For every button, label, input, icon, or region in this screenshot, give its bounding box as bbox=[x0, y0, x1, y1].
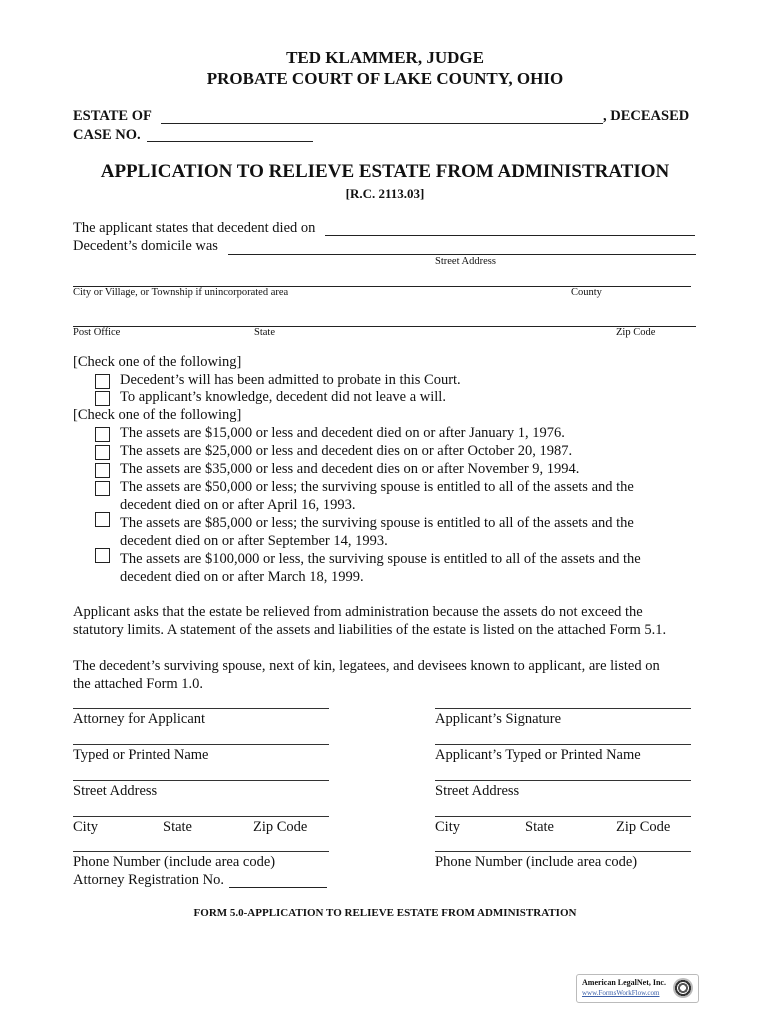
assets-25000-checkbox[interactable] bbox=[95, 445, 110, 460]
logo-url-link[interactable]: www.FormsWorkFlow.com bbox=[582, 989, 660, 997]
relief-paragraph-line: statutory limits. A statement of the assets and liabilities of the estate is listed on the attached Form 5.1. bbox=[73, 622, 667, 638]
applicant-street-line[interactable] bbox=[435, 780, 691, 781]
attorney-label: Attorney for Applicant bbox=[73, 711, 206, 727]
applicant-street-label: Street Address bbox=[435, 783, 520, 799]
assets-instruction: [Check one of the following] bbox=[73, 407, 242, 423]
post-office-caption: Post Office bbox=[73, 327, 121, 338]
no-will-checkbox[interactable] bbox=[95, 391, 110, 406]
state-caption: State bbox=[254, 327, 275, 338]
attorney-phone-line[interactable] bbox=[73, 851, 329, 852]
assets-100000-checkbox[interactable] bbox=[95, 548, 110, 563]
next-of-kin-paragraph-line: The decedent’s surviving spouse, next of kin, legatees, and devisees known to applicant, are listed on bbox=[73, 658, 660, 674]
american-legalnet-logo bbox=[576, 974, 699, 1003]
attorney-name-line[interactable] bbox=[73, 744, 329, 745]
will-admitted-checkbox[interactable] bbox=[95, 374, 110, 389]
attorney-typed-name-label: Typed or Printed Name bbox=[73, 747, 209, 763]
assets-option-label: The assets are $25,000 or less and decedent dies on or after October 20, 1987. bbox=[120, 443, 573, 459]
assets-option-label-cont: decedent died on or after March 18, 1999. bbox=[120, 569, 364, 585]
applicant-name-line[interactable] bbox=[435, 744, 691, 745]
applicant-typed-name-label: Applicant’s Typed or Printed Name bbox=[435, 747, 641, 763]
domicile-postal-field[interactable] bbox=[73, 310, 696, 327]
attorney-street-line[interactable] bbox=[73, 780, 329, 781]
assets-option-label-cont: decedent died on or after September 14, 1993. bbox=[120, 533, 388, 549]
estate-of-label: ESTATE OF bbox=[73, 108, 152, 124]
page-title: APPLICATION TO RELIEVE ESTATE FROM ADMINISTRATION bbox=[100, 161, 670, 182]
died-on-label: The applicant states that decedent died on bbox=[73, 220, 316, 236]
attorney-registration-field[interactable] bbox=[229, 872, 327, 888]
court-name: PROBATE COURT OF LAKE COUNTY, OHIO bbox=[206, 69, 564, 88]
estate-name-field[interactable] bbox=[161, 107, 603, 124]
applicant-signature-label: Applicant’s Signature bbox=[435, 711, 562, 727]
assets-35000-checkbox[interactable] bbox=[95, 463, 110, 478]
domicile-street-field[interactable] bbox=[228, 238, 696, 255]
attorney-city-label: City bbox=[73, 819, 98, 835]
assets-option-label: The assets are $100,000 or less, the surviving spouse is entitled to all of the assets and the bbox=[120, 551, 641, 567]
attorney-phone-label: Phone Number (include area code) bbox=[73, 854, 276, 870]
attorney-zip-label: Zip Code bbox=[253, 819, 308, 835]
deceased-label: , DECEASED bbox=[603, 108, 690, 124]
zip-caption: Zip Code bbox=[616, 327, 656, 338]
assets-15000-checkbox[interactable] bbox=[95, 427, 110, 442]
applicant-city-label: City bbox=[435, 819, 460, 835]
applicant-phone-line[interactable] bbox=[435, 851, 691, 852]
next-of-kin-paragraph-line: the attached Form 1.0. bbox=[73, 676, 204, 692]
will-instruction: [Check one of the following] bbox=[73, 354, 242, 370]
form-footer-title: FORM 5.0-APPLICATION TO RELIEVE ESTATE FROM ADMINISTRATION bbox=[193, 907, 577, 919]
assets-option-label: The assets are $85,000 or less; the surviving spouse is entitled to all of the assets and the bbox=[120, 515, 634, 531]
assets-50000-checkbox[interactable] bbox=[95, 481, 110, 496]
city-caption: City or Village, or Township if unincorporated area bbox=[73, 287, 289, 298]
assets-option-label: The assets are $35,000 or less and decedent dies on or after November 9, 1994. bbox=[120, 461, 580, 477]
date-of-death-field[interactable] bbox=[325, 219, 695, 236]
relief-paragraph-line: Applicant asks that the estate be relieved from administration because the assets do not exceed the bbox=[73, 604, 643, 620]
judge-name: TED KLAMMER, JUDGE bbox=[286, 48, 484, 67]
attorney-state-label: State bbox=[163, 819, 192, 835]
applicant-city-line[interactable] bbox=[435, 816, 691, 817]
attorney-street-label: Street Address bbox=[73, 783, 158, 799]
attorney-signature-line[interactable] bbox=[73, 708, 329, 709]
applicant-zip-label: Zip Code bbox=[616, 819, 671, 835]
domicile-city-county-field[interactable] bbox=[73, 270, 691, 287]
attorney-city-line[interactable] bbox=[73, 816, 329, 817]
statute-reference: [R.C. 2113.03] bbox=[345, 186, 425, 201]
domicile-label: Decedent’s domicile was bbox=[73, 238, 218, 254]
case-no-label: CASE NO. bbox=[73, 127, 141, 143]
applicant-state-label: State bbox=[525, 819, 554, 835]
assets-option-label: The assets are $15,000 or less and decedent died on or after January 1, 1976. bbox=[120, 425, 565, 441]
street-address-caption: Street Address bbox=[435, 256, 496, 267]
assets-option-label-cont: decedent died on or after April 16, 1993. bbox=[120, 497, 356, 513]
applicant-phone-label: Phone Number (include area code) bbox=[435, 854, 638, 870]
case-no-field[interactable] bbox=[147, 125, 313, 142]
will-option-label: Decedent’s will has been admitted to probate in this Court. bbox=[120, 372, 461, 388]
assets-85000-checkbox[interactable] bbox=[95, 512, 110, 527]
county-caption: County bbox=[571, 287, 602, 298]
will-option-label: To applicant’s knowledge, decedent did not leave a will. bbox=[120, 389, 446, 405]
logo-company-name: American LegalNet, Inc. bbox=[582, 978, 666, 987]
assets-option-label: The assets are $50,000 or less; the surviving spouse is entitled to all of the assets and the bbox=[120, 479, 634, 495]
applicant-signature-line[interactable] bbox=[435, 708, 691, 709]
swirl-logo-icon bbox=[673, 978, 693, 998]
attorney-registration-label: Attorney Registration No. bbox=[73, 872, 225, 888]
